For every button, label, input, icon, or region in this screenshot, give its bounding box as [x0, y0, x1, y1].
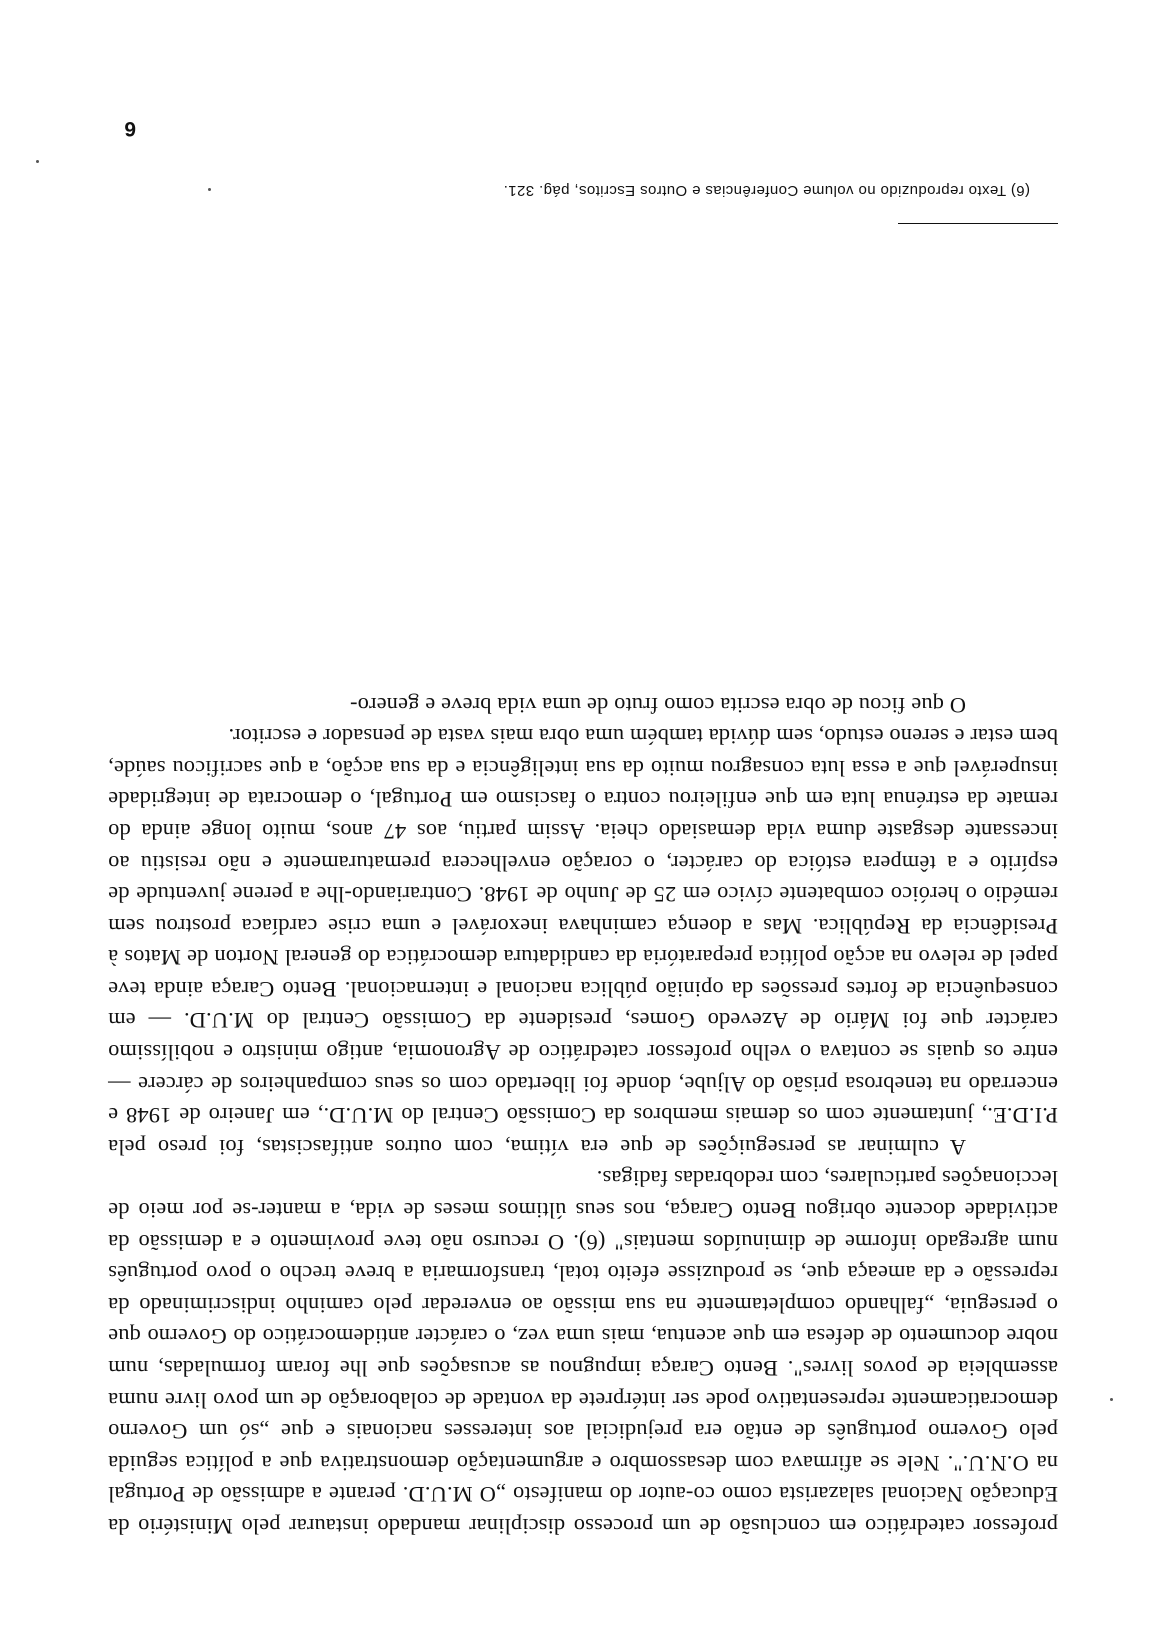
page-number: 6	[124, 117, 136, 140]
scan-speck	[208, 188, 211, 191]
body-text	[108, 689, 1058, 1542]
footnote-divider	[898, 223, 1058, 224]
paragraph-1: professor catedrático em conclusão de um processo disciplinar mandado instaurar pelo Ministério da Educação Nacional salazarista como co-autor do manifesto „O M.U.D. perante a admissão de Portugal na O.N.U.". Nele se afirmava com desassombro e argumentação demonstrativa que a política seguida pelo Governo português de então era prejudicial aos interesses nacionais e que „só um Governo democraticamente representativo pode ser intérprete da vontade de colaboração de um povo livre numa assembleia de povos livres". Bento Caraça impugnou as acusações que lhe foram formuladas, num nobre documento de defesa em que acentua, mais uma vez, o carácter antidemocrático do Governo que o perseguia, „falhando completamente na sua missão ao enveredar pelo caminho indiscriminado da repressão e da ameaça que, se produzisse efeito total, transformaria a breve trecho o povo português num agregado informe de diminuídos mentais" (6). O recurso não teve provimento e a demissão da actividade docente obrigou Bento Caraça, nos seus últimos meses de vida, a manter-se por meio de leccionações particulares, com redobradas fadigas.	[108, 1166, 1058, 1539]
scan-speck	[1110, 1398, 1113, 1401]
footnote: (6) Texto reproduzido no volume Conferências e Outros Escritos, pág. 321.	[503, 182, 1030, 199]
paragraph-2: A culminar as perseguições de que era vítima, com outros antifascistas, foi preso pela P.I.D.E., juntamente com os demais membros da Comissão Central do M.U.D., em Janeiro de 1948 e encerrado na tenebrosa prisão do Aljube, donde foi libertado com os seus companheiros de cárcere — entre os quais se contava o velho professor catedrático de Agronomia, antigo ministro e nobilíssimo carácter que foi Mário de Azevedo Gomes, presidente da Comissão Central do M.U.D. — em consequência de fortes pressões da opinião pública nacional e internacional. Bento Caraça ainda teve papel de relevo na acção política preparatória da candidatura democrática do general Norton de Matos à Presidência da República. Mas a doença caminhava inexorável e uma crise cardíaca prostrou sem remédio o heróico combatente cívico em 25 de Junho de 1948. Contrariando-lhe a perene juventude de espírito e a têmpera estóica do carácter, o coração envelhecera prematuramente e não resistiu ao incessante desgaste duma vida demasiado cheia. Assim partiu, aos 47 anos, muito longe ainda do remate da estrénua luta em que enfileirou contra o fascismo em Portugal, o democrata de integridade insuperável que a essa luta consagrou muito da sua inteligência e da sua acção, a que sacrificou saúde, bem estar e sereno estudo, sem dúvida também uma obra mais vasta de pensador e escritor.	[108, 724, 1058, 1160]
paragraph-3: O que ficou de obra escrita como fruto de uma vida breve e genero-	[349, 692, 966, 718]
scan-speck	[36, 160, 39, 163]
